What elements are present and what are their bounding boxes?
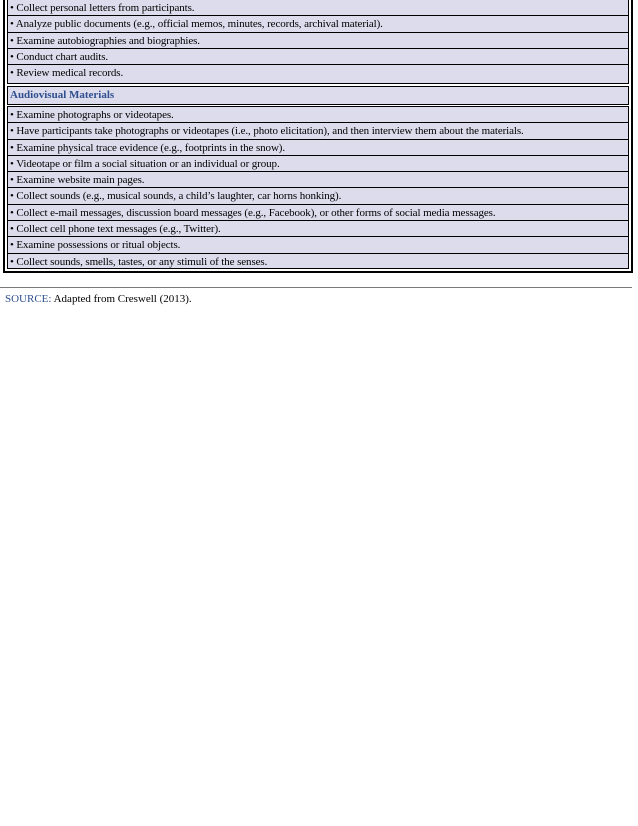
- documents-block: [7, 0, 629, 84]
- audiovisual-heading-cell: [7, 86, 629, 105]
- table-row: • Collect e-mail messages, discussion board messages (e.g., Facebook), or other forms of social media messages.: [8, 205, 628, 221]
- table-row: • Have participants take photographs or videotapes (i.e., photo elicitation), and then interview them about the materials.: [8, 123, 628, 139]
- table-row: • Videotape or film a social situation or an individual or group.: [8, 156, 628, 172]
- table-row: • Collect personal letters from participants.: [8, 0, 628, 16]
- table-row: • Examine possessions or ritual objects.: [8, 237, 628, 253]
- table-row: • Review medical records.: [10, 67, 124, 80]
- table-row: • Examine photographs or videotapes.: [8, 107, 628, 123]
- source-note: [5, 292, 192, 306]
- divider: [0, 287, 632, 288]
- data-collection-table: [3, 0, 633, 273]
- table-row: • Collect sounds, smells, tastes, or any stimuli of the senses.: [10, 255, 268, 268]
- section-heading: Audiovisual Materials: [10, 89, 115, 101]
- table-row: • Collect cell phone text messages (e.g., Twitter).: [8, 221, 628, 237]
- source-label: SOURCE:: [5, 293, 52, 305]
- table-row: • Analyze public documents (e.g., official memos, minutes, records, archival material).: [8, 16, 628, 32]
- audiovisual-block: [7, 106, 629, 269]
- table-row: • Examine website main pages.: [8, 172, 628, 188]
- table-row: • Collect sounds (e.g., musical sounds, a child’s laughter, car horns honking).: [8, 188, 628, 204]
- table-row: • Examine physical trace evidence (e.g., footprints in the snow).: [8, 140, 628, 156]
- table-row: • Examine autobiographies and biographies.: [8, 33, 628, 49]
- source-text: Adapted from Creswell (2013).: [51, 293, 192, 305]
- table-row: • Conduct chart audits.: [8, 49, 628, 65]
